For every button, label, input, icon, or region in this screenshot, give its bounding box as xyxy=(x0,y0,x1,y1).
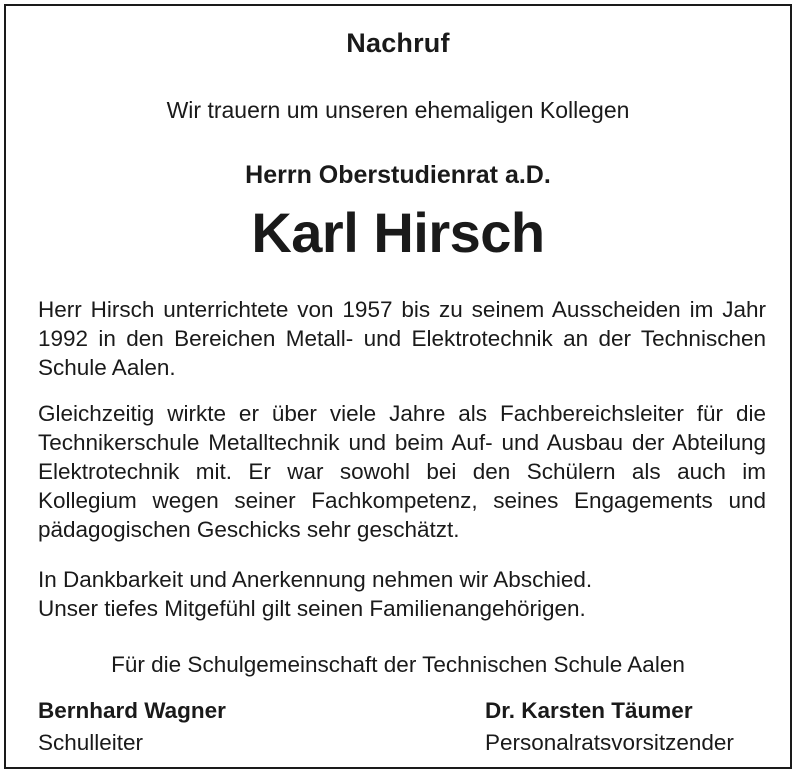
biography-paragraph: Herr Hirsch unterrichtete von 1957 bis zu seinem Ausscheiden im Jahr 1992 in den Bereichen Metall- und Elektrotechnik an der Technischen Schule Aalen. xyxy=(38,297,766,380)
intro-line: Wir trauern um unseren ehemaligen Kollegen xyxy=(166,97,630,123)
signatory-role: Schulleiter xyxy=(38,730,144,755)
signatory-role: Personalratsvorsitzender xyxy=(485,730,734,755)
signatory-name: Bernhard Wagner xyxy=(38,698,226,723)
obituary-notice xyxy=(4,4,792,769)
farewell-line: In Dankbarkeit und Anerkennung nehmen wir Abschied. xyxy=(38,567,593,592)
deceased-name: Karl Hirsch xyxy=(251,201,545,264)
signature-block-left xyxy=(38,696,226,757)
signatory-name: Dr. Karsten Täumer xyxy=(485,698,693,723)
signature-block-right xyxy=(485,696,734,757)
honorific-title: Herrn Oberstudienrat a.D. xyxy=(245,161,551,189)
farewell-paragraph xyxy=(38,565,766,623)
condolence-line: Unser tiefes Mitgefühl gilt seinen Familienangehörigen. xyxy=(38,596,586,621)
closing-line: Für die Schulgemeinschaft der Technischen Schule Aalen xyxy=(111,652,685,677)
notice-heading: Nachruf xyxy=(346,28,450,58)
merits-paragraph: Gleichzeitig wirkte er über viele Jahre als Fachbereichsleiter für die Technikerschule Metalltechnik und beim Auf- und Ausbau der Abteilung Elektrotechnik mit. Er war sowohl bei den Schülern als auch im Kollegium wegen seiner Fachkompetenz, seines Engagements und pädagogischen Geschicks sehr geschätzt. xyxy=(38,401,766,542)
